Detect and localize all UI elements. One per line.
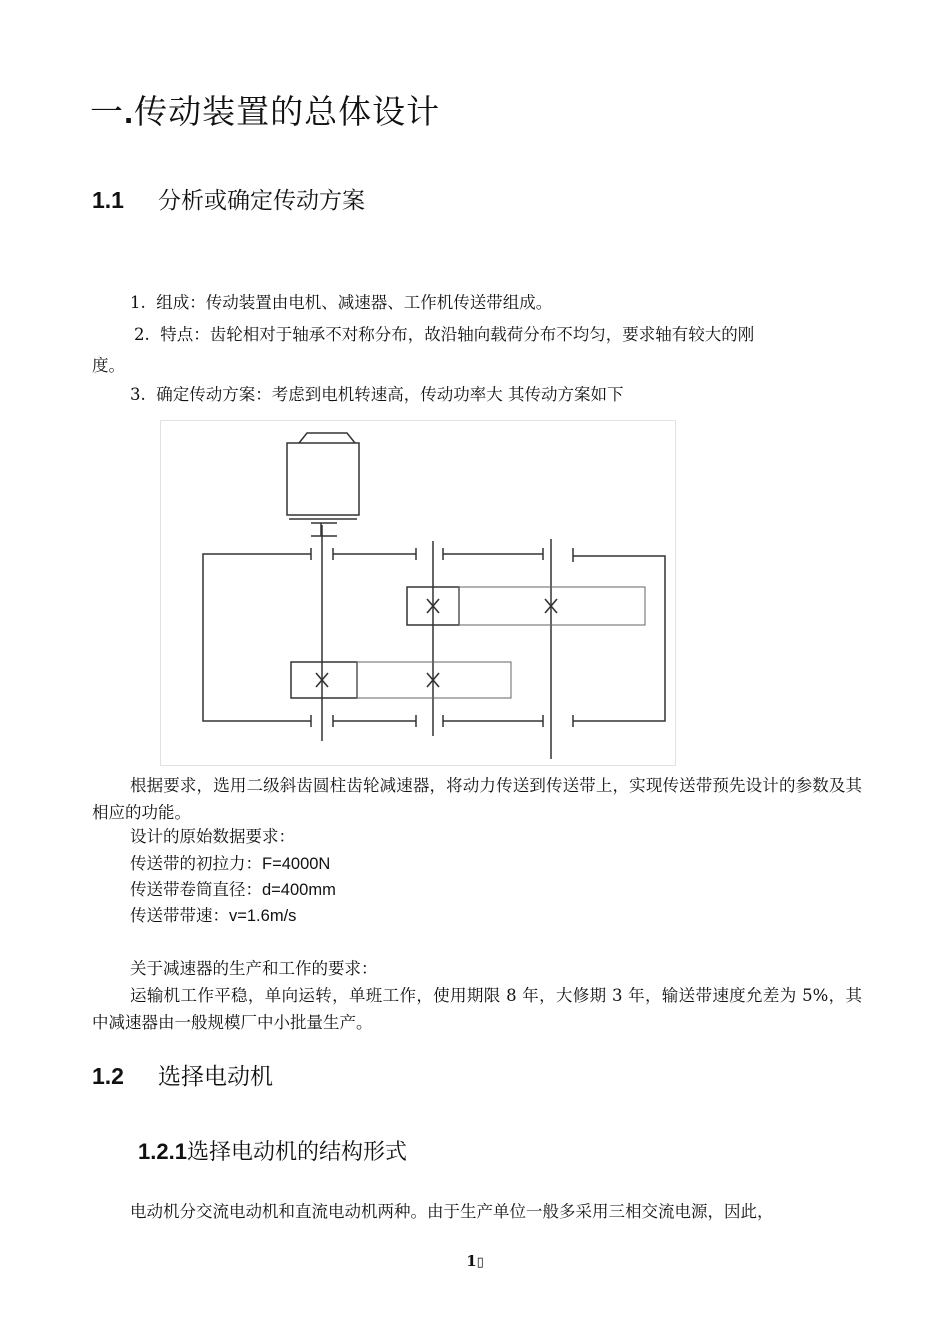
chapter-prefix: 一 xyxy=(90,92,124,131)
initial-tension-value: F=4000N xyxy=(262,855,331,873)
section-number: 1.2 xyxy=(92,1063,124,1089)
subsection-heading-1-2-1 xyxy=(138,1135,407,1166)
list-number: 2. xyxy=(134,325,150,344)
section-heading-1-2 xyxy=(92,1058,273,1091)
list-text: 确定传动方案：考虑到电机转速高，传动功率大 其传动方案如下 xyxy=(156,385,624,404)
motor-type-paragraph: 电动机分交流电动机和直流电动机两种。由于生产单位一般多采用三相交流电源，因此， xyxy=(130,1202,774,1221)
reducer-requirements-paragraph: 运输机工作平稳，单向运转，单班工作，使用期限 8 年，大修期 3 年，输送带速度允差为 5%，其中减速器由一般规模厂中小批量生产。 xyxy=(92,986,862,1032)
list-item-1 xyxy=(130,290,552,316)
initial-tension-line xyxy=(130,851,330,877)
list-item-2-continued: 度。 xyxy=(92,356,125,375)
chapter-title-text: 传动装置的总体设计 xyxy=(134,92,441,131)
motor-symbol xyxy=(287,433,359,536)
reducer-requirements-title: 关于减速器的生产和工作的要求： xyxy=(130,959,378,978)
drum-diameter-value: d=400mm xyxy=(262,881,336,899)
selection-paragraph: 根据要求，选用二级斜齿圆柱齿轮减速器，将动力传送到传送带上，实现传送带预先设计的参数及其相应的功能。 xyxy=(92,776,862,822)
section-title: 分析或确定传动方案 xyxy=(158,188,365,214)
page-number xyxy=(0,1252,950,1270)
chapter-dot: . xyxy=(124,93,135,130)
list-text: 组成：传动装置由电机、减速器、工作机传送带组成。 xyxy=(156,293,553,312)
initial-tension-label: 传送带的初拉力： xyxy=(130,854,262,873)
belt-speed-line xyxy=(130,903,296,929)
drum-diameter-line xyxy=(130,877,336,903)
chapter-title xyxy=(90,86,440,133)
section-title: 选择电动机 xyxy=(158,1064,273,1090)
list-text: 特点：齿轮相对于轴承不对称分布，故沿轴向载荷分布不均匀，要求轴有较大的刚 xyxy=(160,325,755,344)
reducer-housing xyxy=(203,548,665,727)
list-number: 3. xyxy=(130,385,146,404)
subsection-number: 1.2.1 xyxy=(138,1139,187,1164)
page-number-mark: ▯ xyxy=(476,1255,484,1270)
section-heading-1-1 xyxy=(92,182,365,215)
section-number: 1.1 xyxy=(92,187,124,213)
list-number: 1. xyxy=(130,293,146,312)
belt-speed-value: v=1.6m/s xyxy=(229,907,297,925)
page-number-value: 1 xyxy=(466,1252,477,1270)
list-item-3 xyxy=(130,382,624,408)
drum-diameter-label: 传送带卷筒直径： xyxy=(130,880,262,899)
belt-speed-label: 传送带带速： xyxy=(130,906,229,925)
data-requirements-title: 设计的原始数据要求： xyxy=(130,827,295,846)
gear-pinion-1 xyxy=(291,662,357,698)
transmission-scheme-figure xyxy=(160,420,676,766)
transmission-scheme-diagram xyxy=(161,421,675,765)
list-item-2 xyxy=(134,322,754,348)
subsection-title: 选择电动机的结构形式 xyxy=(186,1140,407,1165)
